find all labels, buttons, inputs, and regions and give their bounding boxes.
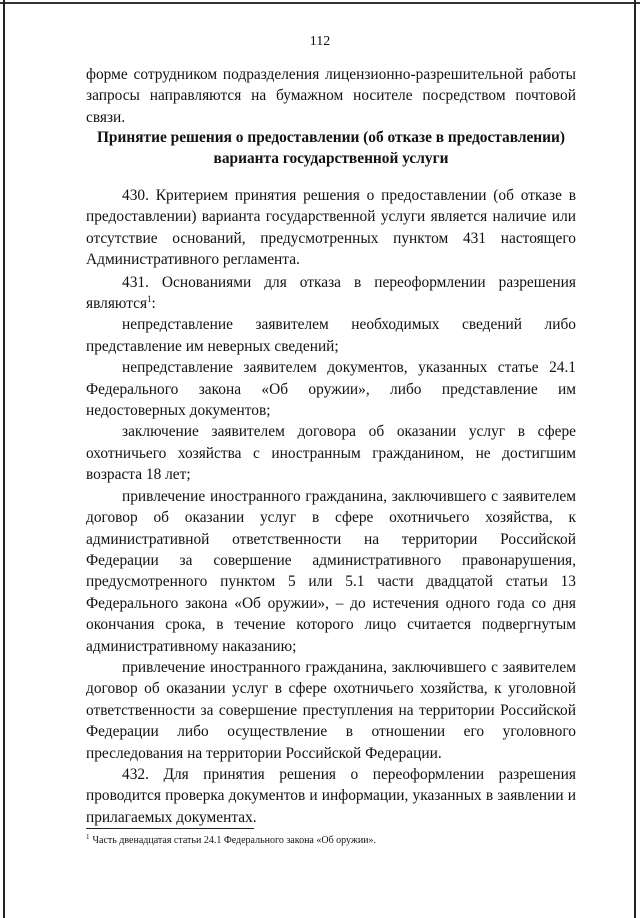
- footnote: [86, 834, 576, 847]
- scan-border-top: [0, 2, 640, 4]
- footnote-separator: [86, 828, 254, 829]
- intro-paragraph: форме сотрудником подразделения лицензионно-разрешительной работы запросы направляются на бумажном носителе посредством почтовой связи.: [86, 66, 576, 126]
- intro-paragraph-block: [86, 64, 576, 128]
- list-item-2: непредставление заявителем документов, указанных статье 24.1 Федерального закона «Об оружии», либо представление им недостоверных документов;: [86, 359, 576, 420]
- paragraph-431-colon: :: [151, 295, 156, 313]
- list-item-1: непредставление заявителем необходимых сведений либо представление им неверных сведений;: [86, 316, 576, 355]
- paragraph-431-text: 431. Основаниями для отказа в переоформлении разрешения являются: [86, 273, 576, 313]
- paragraph-430: 430. Критерием принятия решения о предоставлении (об отказе в предоставлении) варианта государственной услуги является наличие или отсутствие оснований, предусмотренных пунктом 431 настоящего Административного регламента.: [86, 187, 576, 269]
- body-text: [86, 185, 576, 828]
- footnote-reference: 1: [147, 293, 152, 304]
- paragraph-431: [86, 272, 576, 315]
- section-heading-line-1: Принятие решения о предоставлении (об отказе в предоставлении): [96, 129, 566, 146]
- section-heading: [86, 127, 576, 170]
- list-item-5: привлечение иностранного гражданина, заключившего с заявителем договор об оказании услуг в сфере охотничьего хозяйства, к уголовной ответственности за совершение преступления на территории Российской Федерации либо осуществление в отношении его уголовного преследования на территории Российской Федерации.: [86, 658, 576, 762]
- list-item-3: заключение заявителем договора об оказании услуг в сфере охотничьего хозяйства с иностранным гражданином, не достигшим возраста 18 лет;: [86, 423, 576, 484]
- list-item-4: привлечение иностранного гражданина, заключившего с заявителем договор об оказании услуг в сфере охотничьего хозяйства, к административной ответственности на территории Российской Федерации за совершение административного правонарушения, предусмотренного пунктом 5 или 5.1 части двадцатой статьи 13 Федерального закона «Об оружии», – до истечения одного года со дня окончания срока, в течение которого лицо считается подвергнутым административному наказанию;: [86, 487, 576, 655]
- page-number: 112: [309, 34, 331, 49]
- scan-border-left: [3, 0, 5, 918]
- footnote-marker: 1: [86, 832, 90, 841]
- footnote-text: Часть двенадцатая статьи 24.1 Федерального закона «Об оружии».: [92, 835, 377, 846]
- paragraph-432: 432. Для принятия решения о переоформлении разрешения проводится проверка документов и информации, указанных в заявлении и прилагаемых документах.: [86, 765, 576, 826]
- section-heading-line-2: варианта государственной услуги: [213, 150, 449, 168]
- scan-border-right: [634, 0, 636, 918]
